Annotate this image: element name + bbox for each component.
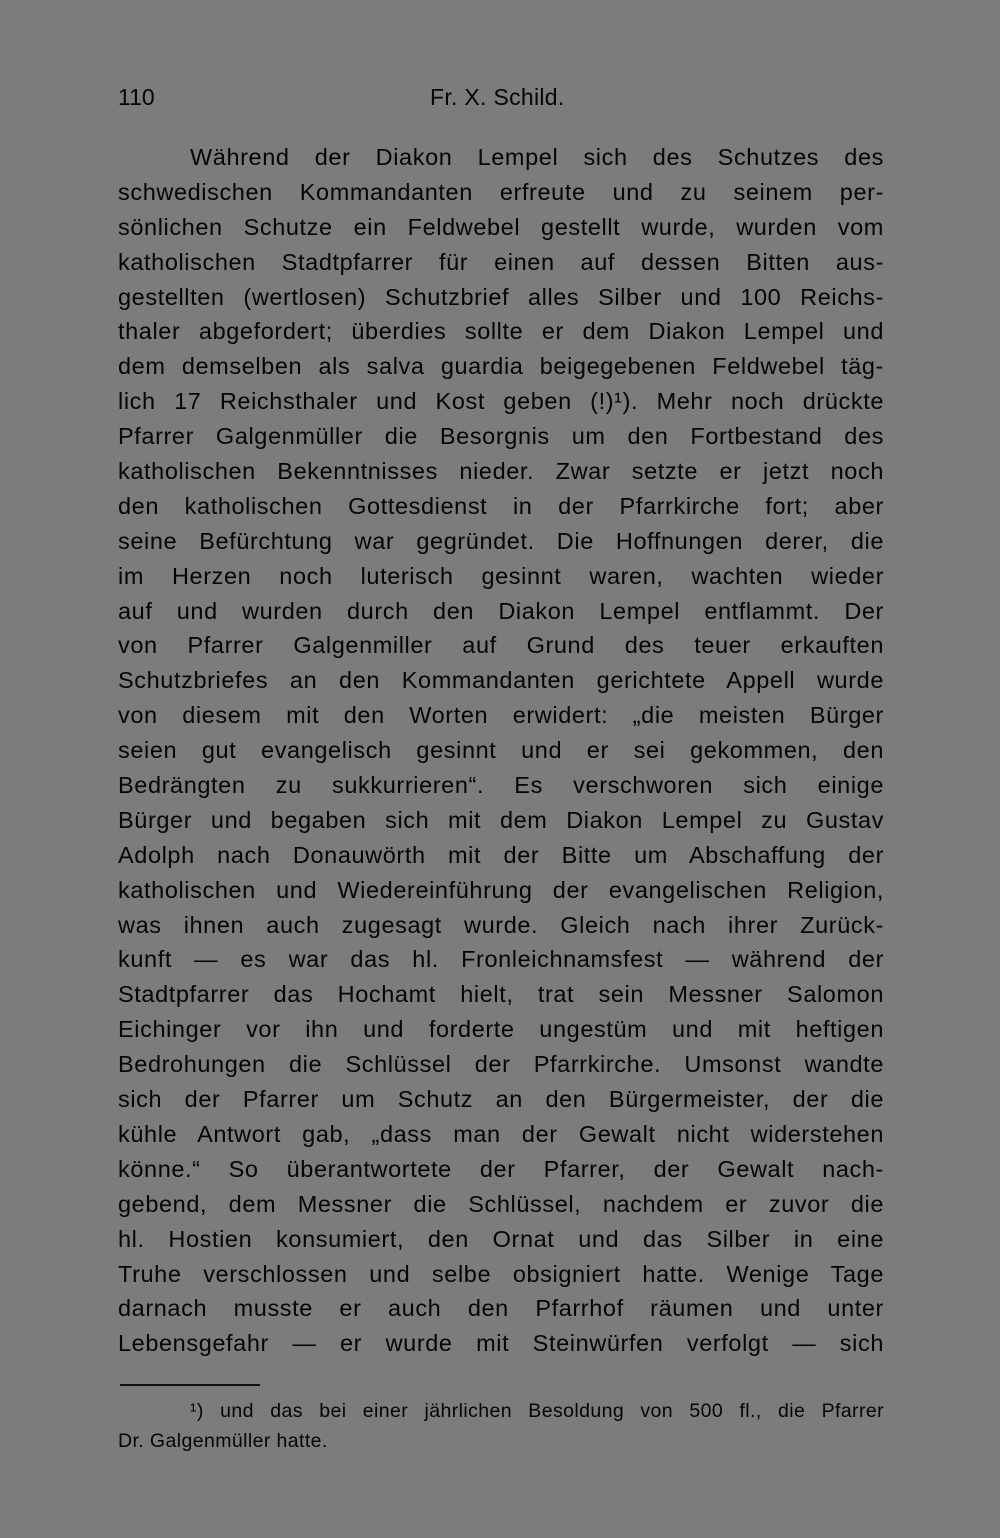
text-line: seine Befürchtung war gegründet. Die Hoffnungen derer, die: [118, 527, 884, 554]
text-line: Adolph nach Donauwörth mit der Bitte um Abschaffung der: [118, 841, 884, 868]
text-line: Bürger und begaben sich mit dem Diakon Lempel zu Gustav: [118, 806, 884, 833]
text-line: von diesem mit den Worten erwidert: „die meisten Bürger: [118, 702, 884, 729]
text-line: von Pfarrer Galgenmiller auf Grund des teuer erkauften: [118, 632, 884, 659]
running-head: Fr. X. Schild.: [430, 84, 565, 110]
text-line: was ihnen auch zugesagt wurde. Gleich nach ihrer Zurück-: [118, 911, 884, 938]
text-line: Eichinger vor ihn und forderte ungestüm und mit heftigen: [118, 1016, 884, 1043]
text-line: Pfarrer Galgenmüller die Besorgnis um den Fortbestand des: [118, 423, 884, 450]
text-line: schwedischen Kommandanten erfreute und zu seinem per-: [118, 178, 884, 205]
text-line: Schutzbriefes an den Kommandanten gerichtete Appell wurde: [118, 667, 884, 694]
text-line: dem demselben als salva guardia beigegebenen Feldwebel täg-: [118, 353, 884, 380]
text-line: hl. Hostien konsumiert, den Ornat und das Silber in eine: [118, 1225, 884, 1252]
footnote-divider: [120, 1384, 260, 1386]
text-line: kunft — es war das hl. Fronleichnamsfest — während der: [118, 946, 884, 973]
text-line: thaler abgefordert; überdies sollte er dem Diakon Lempel und: [118, 318, 884, 345]
text-line: gebend, dem Messner die Schlüssel, nachdem er zuvor die: [118, 1190, 884, 1217]
text-line: sich der Pfarrer um Schutz an den Bürgermeister, der die: [118, 1086, 884, 1113]
text-line: katholischen und Wiedereinführung der evangelischen Religion,: [118, 876, 884, 903]
footnotes: [118, 1396, 884, 1456]
text-line: Während der Diakon Lempel sich des Schutzes des: [190, 144, 884, 170]
footnote-line: Dr. Galgenmüller hatte.: [118, 1430, 328, 1452]
text-line: könne.“ So überantwortete der Pfarrer, der Gewalt nach-: [118, 1155, 884, 1182]
text-line: katholischen Bekenntnisses nieder. Zwar setzte er jetzt noch: [118, 458, 884, 485]
body-text: [118, 140, 884, 1361]
text-line: lich 17 Reichsthaler und Kost geben (!)¹). Mehr noch drückte: [118, 388, 884, 415]
text-line: katholischen Stadtpfarrer für einen auf dessen Bitten aus-: [118, 248, 884, 275]
text-line: Bedrohungen die Schlüssel der Pfarrkirche. Umsonst wandte: [118, 1051, 884, 1078]
text-line: seien gut evangelisch gesinnt und er sei gekommen, den: [118, 737, 884, 764]
text-line: kühle Antwort gab, „dass man der Gewalt nicht widerstehen: [118, 1120, 884, 1147]
page-number: 110: [118, 84, 155, 110]
text-line: gestellten (wertlosen) Schutzbrief alles Silber und 100 Reichs-: [118, 283, 884, 310]
text-line: den katholischen Gottesdienst in der Pfarrkirche fort; aber: [118, 492, 884, 519]
text-line: Stadtpfarrer das Hochamt hielt, trat sein Messner Salomon: [118, 981, 884, 1008]
text-line: sönlichen Schutze ein Feldwebel gestellt wurde, wurden vom: [118, 213, 884, 240]
page-header: [118, 80, 884, 114]
text-line: Lebensgefahr — er wurde mit Steinwürfen verfolgt — sich: [118, 1330, 884, 1357]
text-line: Truhe verschlossen und selbe obsigniert hatte. Wenige Tage: [118, 1260, 884, 1287]
footnote-line: ¹) und das bei einer jährlichen Besoldung von 500 fl., die Pfarrer: [190, 1400, 884, 1422]
text-line: im Herzen noch luterisch gesinnt waren, wachten wieder: [118, 562, 884, 589]
text-line: darnach musste er auch den Pfarrhof räumen und unter: [118, 1295, 884, 1322]
text-line: auf und wurden durch den Diakon Lempel entflammt. Der: [118, 597, 884, 624]
text-line: Bedrängten zu sukkurrieren“. Es verschworen sich einige: [118, 772, 884, 799]
